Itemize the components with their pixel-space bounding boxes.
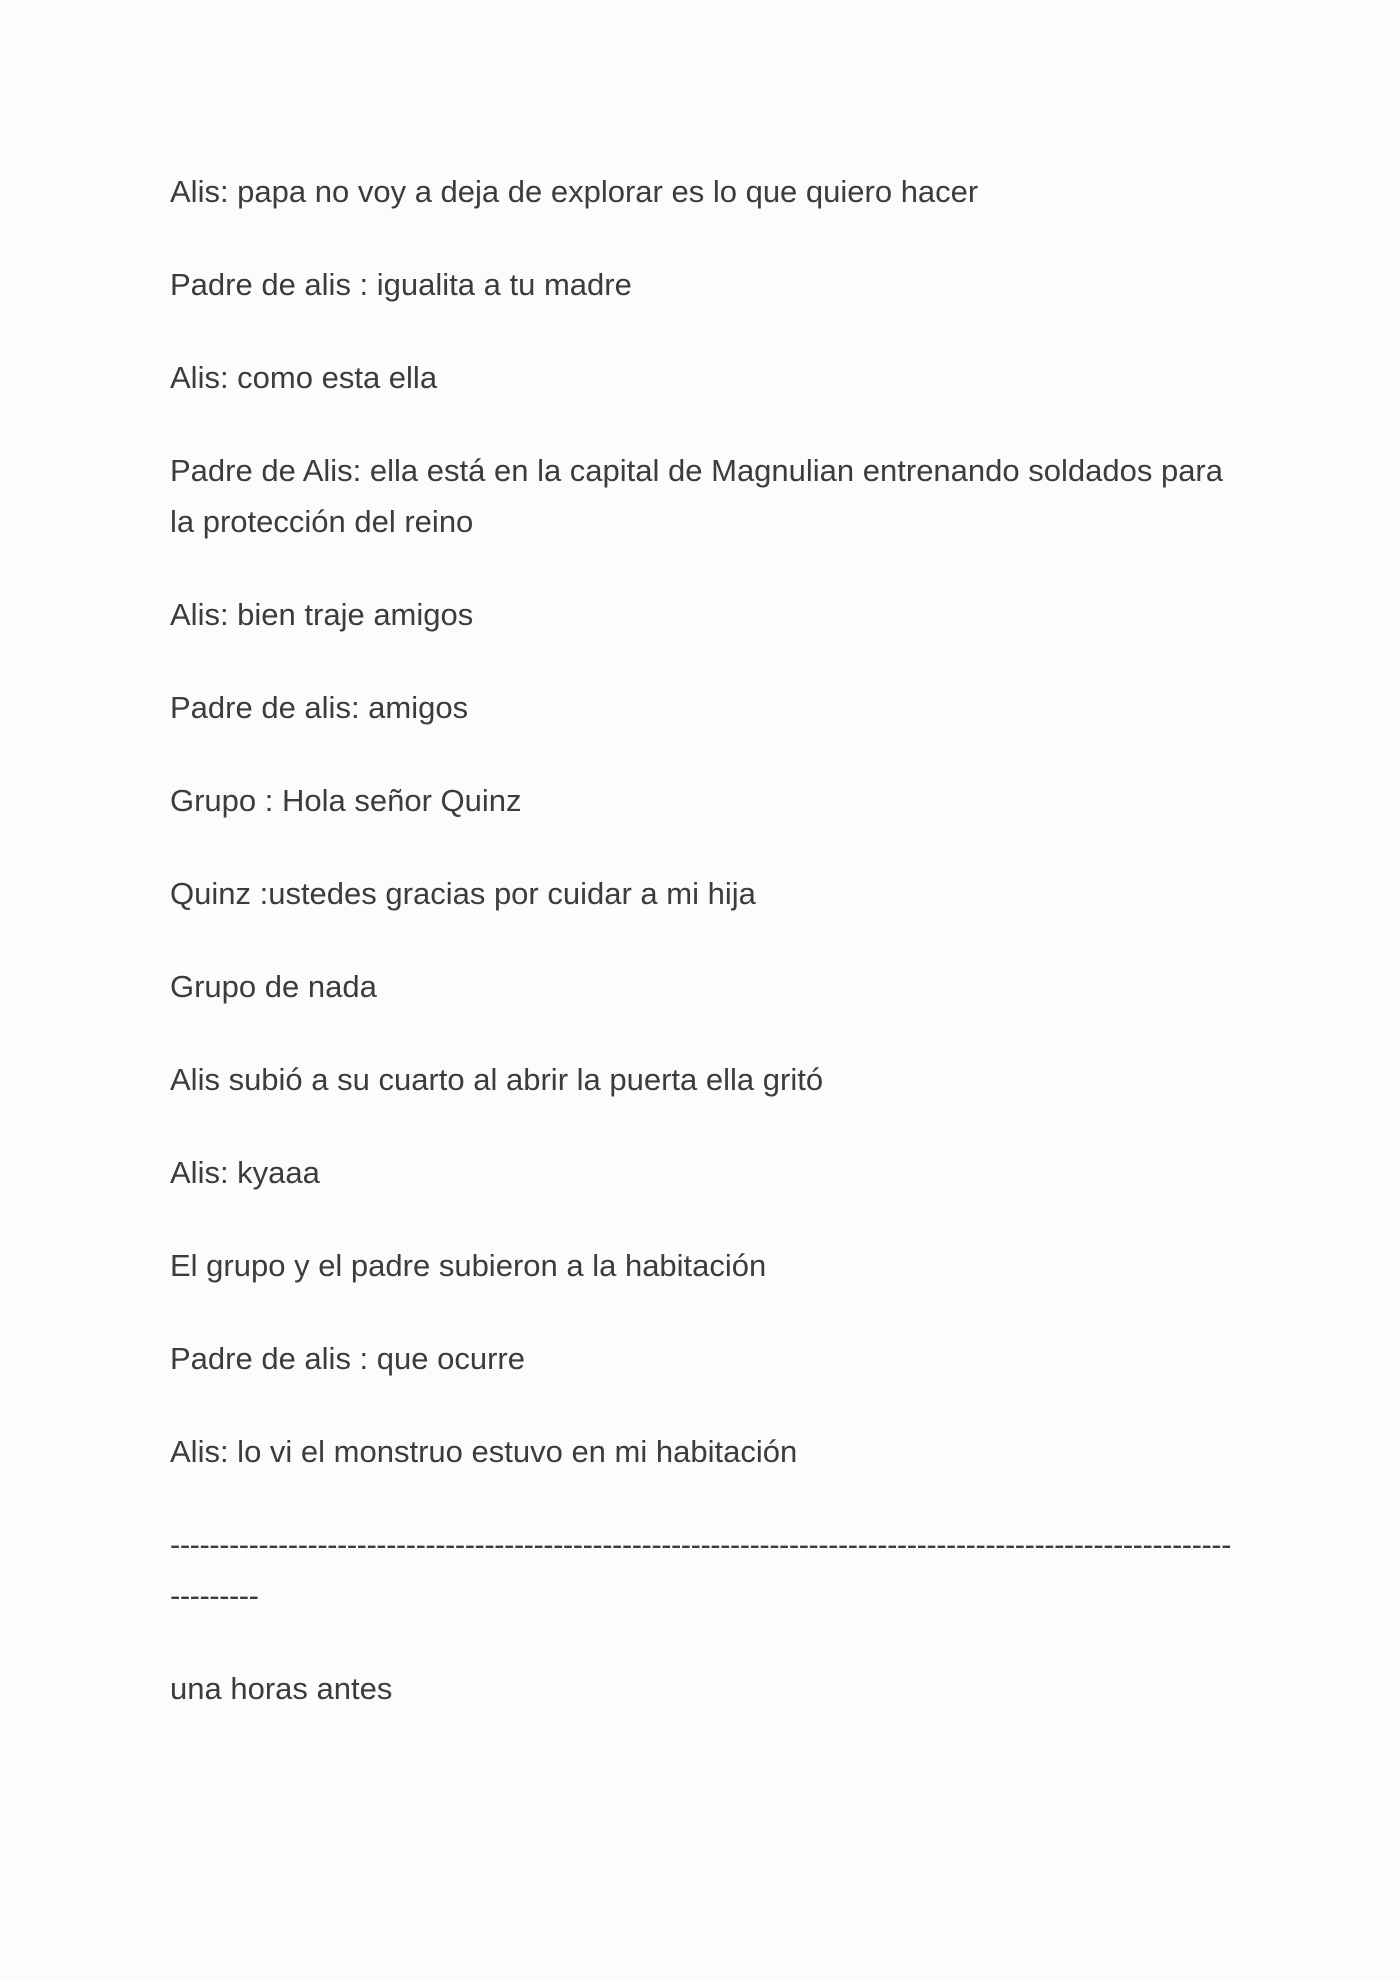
paragraph: Quinz :ustedes gracias por cuidar a mi hija xyxy=(170,876,756,911)
paragraph: Padre de Alis: ella está en la capital de Magnulian entrenando soldados para la protección del reino xyxy=(170,453,1224,539)
paragraph: Grupo : Hola señor Quinz xyxy=(170,783,522,818)
paragraph: Grupo de nada xyxy=(170,969,377,1004)
paragraph: Padre de alis : igualita a tu madre xyxy=(170,267,632,302)
paragraph: Alis: bien traje amigos xyxy=(170,597,474,632)
paragraph: Alis: lo vi el monstruo estuvo en mi habitación xyxy=(170,1434,798,1469)
paragraph: Alis: papa no voy a deja de explorar es lo que quiero hacer xyxy=(170,174,979,209)
document-body xyxy=(170,166,1240,1756)
paragraph: Padre de alis : que ocurre xyxy=(170,1341,525,1376)
paragraph: El grupo y el padre subieron a la habitación xyxy=(170,1248,767,1283)
scene-divider: --------------------------------------------------------------------------------------------------------------------- xyxy=(170,1527,1231,1613)
paragraph: una horas antes xyxy=(170,1671,393,1706)
paragraph: Alis: como esta ella xyxy=(170,360,438,395)
paragraph: Alis subió a su cuarto al abrir la puerta ella gritó xyxy=(170,1062,824,1097)
paragraph: Alis: kyaaa xyxy=(170,1155,320,1190)
paragraph: Padre de alis: amigos xyxy=(170,690,469,725)
